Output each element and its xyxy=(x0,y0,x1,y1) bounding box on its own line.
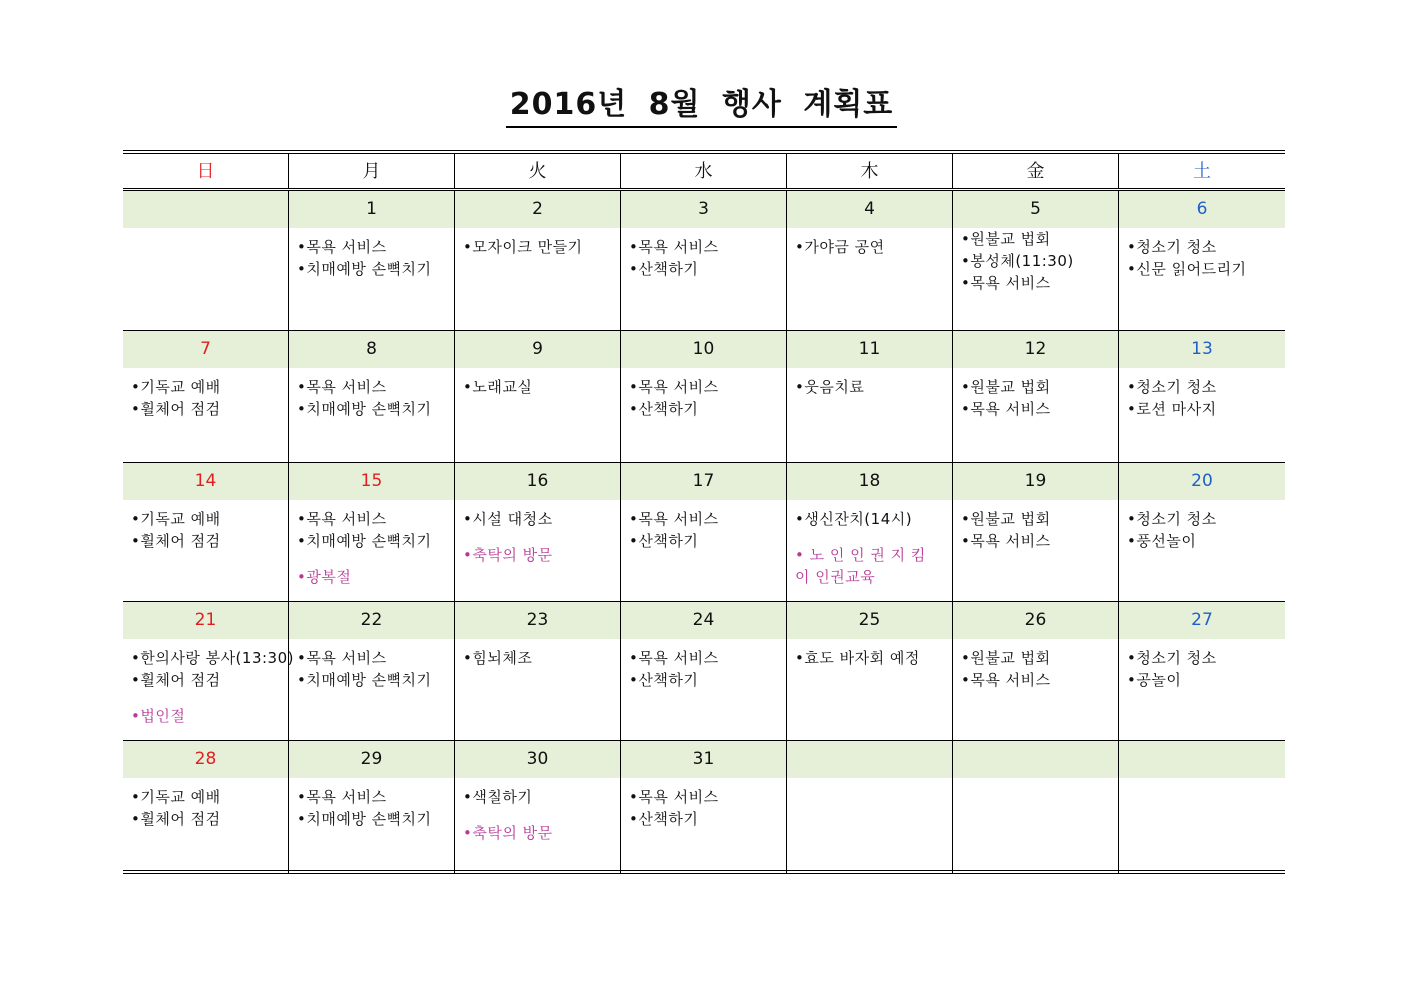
event-list xyxy=(1119,778,1285,786)
event-item: •목욕 서비스 xyxy=(961,274,1051,292)
day-cell xyxy=(787,602,953,740)
event-list xyxy=(953,778,1118,786)
day-cell xyxy=(621,602,787,740)
date-number: 16 xyxy=(455,463,620,500)
date-number: 27 xyxy=(1119,602,1285,639)
week-row xyxy=(123,741,1285,874)
event-item: •목욕 서비스 xyxy=(629,788,719,806)
date-number: 17 xyxy=(621,463,786,500)
event-item: •목욕 서비스 xyxy=(629,238,719,256)
event-item: •목욕 서비스 xyxy=(297,788,387,806)
event-item: •시설 대청소 xyxy=(463,510,553,528)
week-row xyxy=(123,602,1285,741)
event-list xyxy=(289,228,454,280)
date-number: 18 xyxy=(787,463,952,500)
event-list xyxy=(123,639,294,727)
event-list xyxy=(1119,639,1285,691)
event-list xyxy=(289,500,454,588)
date-number: 3 xyxy=(621,191,786,228)
day-cell xyxy=(455,331,621,462)
day-cell xyxy=(953,602,1119,740)
day-cell xyxy=(123,602,294,740)
event-item: •기독교 예배 xyxy=(131,788,221,806)
event-item: •한의사랑 봉사(13:30) xyxy=(131,649,294,667)
date-number: 19 xyxy=(953,463,1118,500)
date-number: 25 xyxy=(787,602,952,639)
day-cell xyxy=(621,191,787,330)
week-row xyxy=(123,331,1285,463)
event-item: •청소기 청소 xyxy=(1127,238,1217,256)
special-event-item: •법인절 xyxy=(131,707,186,725)
date-number: 22 xyxy=(289,602,454,639)
event-item: •목욕 서비스 xyxy=(297,238,387,256)
day-cell xyxy=(289,463,455,601)
date-number: 26 xyxy=(953,602,1118,639)
date-number: 15 xyxy=(289,463,454,500)
weekday-saturday: 土 xyxy=(1193,161,1211,182)
weekday-tuesday: 火 xyxy=(455,154,621,188)
event-list xyxy=(455,500,620,566)
day-cell xyxy=(455,463,621,601)
day-cell xyxy=(1119,331,1285,462)
event-list xyxy=(455,228,620,258)
day-cell xyxy=(621,463,787,601)
date-number: 31 xyxy=(621,741,786,778)
event-item: •치매예방 손뼉치기 xyxy=(297,532,432,550)
event-item: •색칠하기 xyxy=(463,788,533,806)
event-list xyxy=(289,639,454,691)
event-item: •목욕 서비스 xyxy=(961,400,1051,418)
event-item: •치매예방 손뼉치기 xyxy=(297,671,432,689)
event-list xyxy=(289,368,454,420)
day-cell xyxy=(953,741,1119,874)
date-number: 24 xyxy=(621,602,786,639)
day-cell xyxy=(289,741,455,874)
event-item: •산책하기 xyxy=(629,810,699,828)
event-list xyxy=(289,778,454,830)
event-item: •목욕 서비스 xyxy=(961,532,1051,550)
event-calendar xyxy=(123,150,1285,874)
date-number: 14 xyxy=(123,463,288,500)
day-cell xyxy=(621,741,787,874)
date-number: 13 xyxy=(1119,331,1285,368)
event-item: •목욕 서비스 xyxy=(629,649,719,667)
event-item: •휠체어 점검 xyxy=(131,400,221,418)
event-item: •휠체어 점검 xyxy=(131,532,221,550)
date-number xyxy=(787,741,952,778)
date-number: 20 xyxy=(1119,463,1285,500)
special-event-item: •축탁의 방문 xyxy=(463,546,553,564)
event-list xyxy=(953,368,1118,420)
event-item: •원불교 법회 xyxy=(961,510,1051,528)
event-list xyxy=(1119,368,1285,420)
event-item: •모자이크 만들기 xyxy=(463,238,583,256)
event-list xyxy=(621,368,786,420)
event-list xyxy=(1119,228,1285,280)
date-number: 28 xyxy=(123,741,288,778)
date-number: 30 xyxy=(455,741,620,778)
weekday-thursday: 木 xyxy=(787,154,953,188)
event-item: •산책하기 xyxy=(629,671,699,689)
event-item: •목욕 서비스 xyxy=(297,510,387,528)
day-cell xyxy=(123,191,289,330)
event-list xyxy=(953,500,1118,552)
event-list xyxy=(621,639,786,691)
day-cell xyxy=(123,463,289,601)
date-number: 9 xyxy=(455,331,620,368)
day-cell xyxy=(289,602,455,740)
event-item: •효도 바자회 예정 xyxy=(795,649,920,667)
date-number: 29 xyxy=(289,741,454,778)
date-number xyxy=(1119,741,1285,778)
date-number: 8 xyxy=(289,331,454,368)
day-cell xyxy=(1119,602,1285,740)
date-number: 10 xyxy=(621,331,786,368)
date-number: 21 xyxy=(123,602,288,639)
date-number xyxy=(123,191,288,228)
event-item: •휠체어 점검 xyxy=(131,671,221,689)
event-item: •치매예방 손뼉치기 xyxy=(297,260,432,278)
event-item: •가야금 공연 xyxy=(795,238,885,256)
event-item: •생신잔치(14시) xyxy=(795,510,913,528)
day-cell xyxy=(1119,191,1285,330)
day-cell xyxy=(953,331,1119,462)
day-cell xyxy=(787,741,953,874)
event-item: •힘뇌체조 xyxy=(463,649,533,667)
event-item: •공놀이 xyxy=(1127,671,1182,689)
event-item: •신문 읽어드리기 xyxy=(1127,260,1247,278)
event-list xyxy=(123,778,288,830)
day-cell xyxy=(123,741,289,874)
weekday-wednesday: 水 xyxy=(621,154,787,188)
event-list xyxy=(123,500,288,552)
special-event-item: •광복절 xyxy=(297,568,352,586)
page-title: 2016년 8월 행사 계획표 xyxy=(506,86,898,128)
day-cell xyxy=(621,331,787,462)
date-number: 1 xyxy=(289,191,454,228)
date-number: 4 xyxy=(787,191,952,228)
event-item: •청소기 청소 xyxy=(1127,510,1217,528)
date-number: 2 xyxy=(455,191,620,228)
day-cell xyxy=(455,602,621,740)
weekday-header-row xyxy=(123,154,1285,191)
event-list xyxy=(787,228,952,258)
event-item: •치매예방 손뼉치기 xyxy=(297,400,432,418)
event-list xyxy=(123,368,288,420)
event-list xyxy=(953,639,1118,691)
page-title-wrapper xyxy=(0,86,1403,128)
date-number: 6 xyxy=(1119,191,1285,228)
day-cell xyxy=(455,191,621,330)
special-event-item: •축탁의 방문 xyxy=(463,824,553,842)
event-item: •치매예방 손뼉치기 xyxy=(297,810,432,828)
day-cell xyxy=(455,741,621,874)
event-item: •목욕 서비스 xyxy=(297,378,387,396)
event-list xyxy=(621,778,786,830)
event-list xyxy=(787,778,952,786)
event-item: •봉성체(11:30) xyxy=(961,252,1074,270)
event-item: •산책하기 xyxy=(629,532,699,550)
event-item: •산책하기 xyxy=(629,400,699,418)
event-item: •원불교 법회 xyxy=(961,649,1051,667)
week-row xyxy=(123,463,1285,602)
event-list xyxy=(455,778,620,844)
day-cell xyxy=(289,191,455,330)
day-cell xyxy=(1119,463,1285,601)
event-item: •목욕 서비스 xyxy=(629,510,719,528)
event-item: •로션 마사지 xyxy=(1127,400,1217,418)
event-list xyxy=(787,368,952,398)
event-list xyxy=(787,639,952,669)
event-item: •목욕 서비스 xyxy=(961,671,1051,689)
day-cell xyxy=(1119,741,1285,874)
event-item: •원불교 법회 xyxy=(961,230,1051,248)
event-item: •웃음치료 xyxy=(795,378,865,396)
event-list xyxy=(123,228,288,236)
date-number: 5 xyxy=(953,191,1118,228)
weekday-friday: 金 xyxy=(953,154,1119,188)
event-item: •휠체어 점검 xyxy=(131,810,221,828)
date-number xyxy=(953,741,1118,778)
event-list xyxy=(455,368,620,398)
week-row xyxy=(123,191,1285,331)
event-item: •청소기 청소 xyxy=(1127,378,1217,396)
event-item: •목욕 서비스 xyxy=(297,649,387,667)
event-list xyxy=(455,639,620,669)
date-number: 23 xyxy=(455,602,620,639)
event-item: •풍선놀이 xyxy=(1127,532,1197,550)
event-list xyxy=(621,228,786,280)
date-number: 7 xyxy=(123,331,288,368)
event-item: •목욕 서비스 xyxy=(629,378,719,396)
day-cell xyxy=(787,331,953,462)
event-list xyxy=(1119,500,1285,552)
event-item: •기독교 예배 xyxy=(131,378,221,396)
special-event-item: • 노 인 인 권 지 킴 이 인권교육 xyxy=(795,546,926,586)
day-cell xyxy=(953,191,1119,330)
day-cell xyxy=(123,331,289,462)
weekday-monday: 月 xyxy=(289,154,455,188)
date-number: 11 xyxy=(787,331,952,368)
event-list xyxy=(787,500,952,588)
day-cell xyxy=(787,463,953,601)
event-list xyxy=(953,228,1118,294)
day-cell xyxy=(953,463,1119,601)
weekday-sunday: 日 xyxy=(123,154,289,188)
event-item: •기독교 예배 xyxy=(131,510,221,528)
event-item: •노래교실 xyxy=(463,378,533,396)
event-item: •산책하기 xyxy=(629,260,699,278)
event-list xyxy=(621,500,786,552)
event-item: •청소기 청소 xyxy=(1127,649,1217,667)
day-cell xyxy=(289,331,455,462)
event-item: •원불교 법회 xyxy=(961,378,1051,396)
date-number: 12 xyxy=(953,331,1118,368)
day-cell xyxy=(787,191,953,330)
